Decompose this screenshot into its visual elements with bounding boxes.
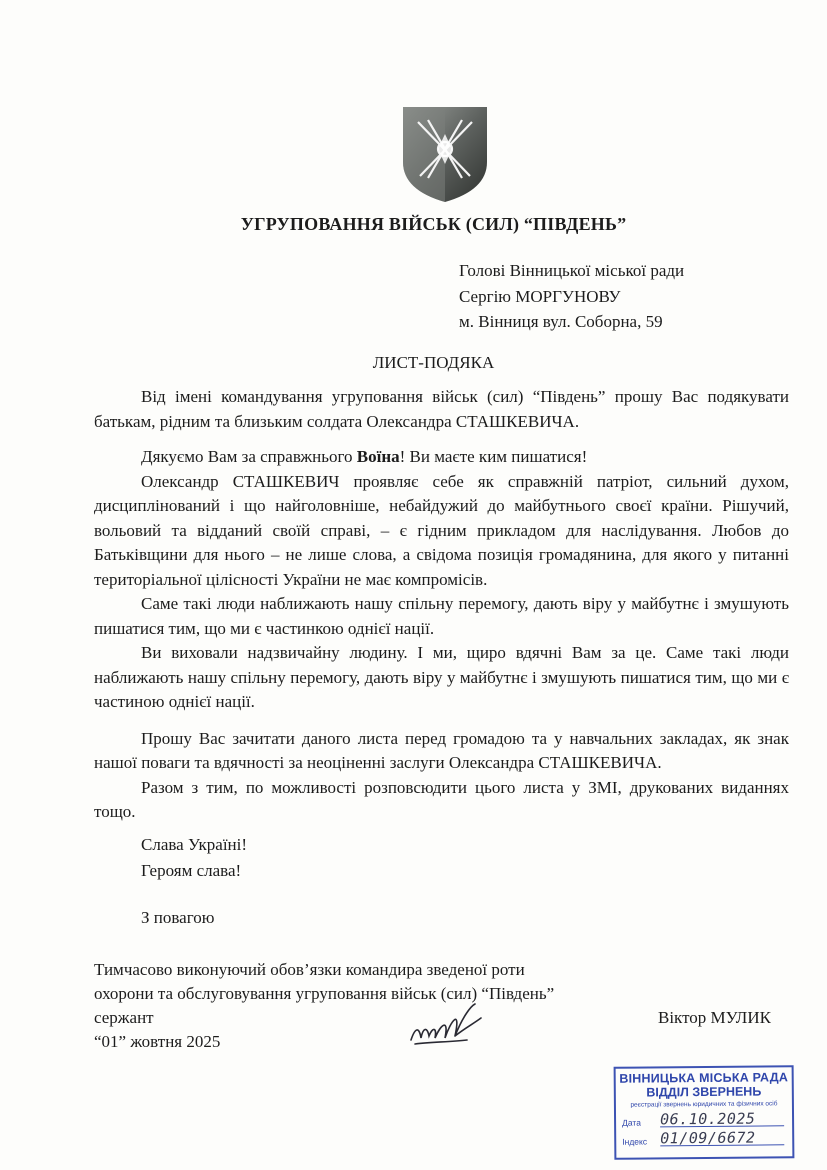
stamp-line: ВІДДІЛ ЗВЕРНЕНЬ bbox=[646, 1084, 762, 1100]
stamp-index-row bbox=[622, 1130, 792, 1146]
paragraph: Ви виховали надзвичайну людину. І ми, щиро вдячні Вам за це. Саме такі люди наближають нашу спільну перемогу, дають віру у майбутнє і змушують пишатися тим, що ми є частиною однієї нації. bbox=[94, 643, 789, 711]
organization-title: УГРУПОВАННЯ ВІЙСЬК (СИЛ) “ПІВДЕНЬ” bbox=[240, 214, 627, 234]
handwritten-signature bbox=[405, 998, 485, 1053]
addressee-line: Сергію МОРГУНОВУ bbox=[459, 286, 621, 306]
stamp-date-row bbox=[622, 1111, 792, 1127]
signer-name: Віктор МУЛИК bbox=[658, 1008, 771, 1027]
paragraph: Від імені командування угруповання військ (сил) “Південь” прошу Вас подякувати батькам, рідним та близьким солдата Олександра СТАШКЕВИЧА. bbox=[94, 387, 789, 431]
closing-line: Слава Україні! bbox=[141, 835, 248, 854]
closing-block bbox=[141, 832, 247, 884]
letter-title: ЛИСТ-ПОДЯКА bbox=[372, 353, 495, 372]
signatory-line: “01” жовтня 2025 bbox=[94, 1032, 221, 1051]
paragraph-text: ! Ви маєте ким пишатися! bbox=[399, 447, 588, 466]
addressee-line: Голові Вінницької міської ради bbox=[459, 261, 685, 280]
regards-text: З повагою bbox=[141, 908, 215, 927]
closing-line: Героям слава! bbox=[141, 861, 242, 880]
signatory-line: охорони та обслуговування угруповання військ (сил) “Південь” bbox=[94, 984, 555, 1003]
stamp-line: ВІННИЦЬКА МІСЬКА РАДА bbox=[619, 1070, 789, 1086]
military-emblem-icon bbox=[400, 104, 490, 204]
bold-word: Воїна bbox=[356, 447, 400, 466]
paragraph: Разом з тим, по можливості розповсюдити цього листа у ЗМІ, друкованих виданнях тощо. bbox=[94, 777, 789, 821]
stamp-index-label: Індекс bbox=[622, 1136, 648, 1147]
stamp-date-label: Дата bbox=[622, 1117, 641, 1128]
letter-body bbox=[94, 385, 789, 825]
signatory-line: Тимчасово виконуючий обов’язки командира зведеної роти bbox=[94, 960, 525, 979]
signatory-line: сержант bbox=[94, 1008, 154, 1027]
paragraph: Саме такі люди наближають нашу спільну перемогу, дають віру у майбутнє і змушують пишатися тим, що ми є частинкою однієї нації. bbox=[94, 594, 789, 638]
addressee-block bbox=[459, 258, 684, 335]
paragraph: Олександр СТАШКЕВИЧ проявляє себе як справжній патріот, сильний духом, дисциплінований і що найголовніше, небайдужий до майбутнього своєї країни. Рішучий, вольовий та відданий своїй справі, – є гідним прикладом для наслідування. Любов до Батьківщини для нього – не лише слова, а свідома позиція громадянина, для якого у питанні територіальної цілісності України не має компромісів. bbox=[94, 471, 789, 589]
paragraph bbox=[94, 445, 789, 470]
stamp-index-value: 01/09/6672 bbox=[660, 1130, 784, 1146]
paragraph-text: Дякуємо Вам за справжнього bbox=[141, 447, 357, 466]
signatory-block bbox=[94, 958, 554, 1054]
stamp-line: реєстрації звернень юридичних та фізичних осіб bbox=[630, 1100, 778, 1109]
registration-stamp bbox=[614, 1065, 795, 1160]
paragraph: Прошу Вас зачитати даного листа перед громадою та у навчальних закладах, як знак нашої поваги та вдячності за неоціненні заслуги Олександра СТАШКЕВИЧА. bbox=[94, 728, 789, 772]
stamp-date-value: 06.10.2025 bbox=[660, 1111, 784, 1127]
addressee-line: м. Вінниця вул. Соборна, 59 bbox=[459, 312, 663, 331]
